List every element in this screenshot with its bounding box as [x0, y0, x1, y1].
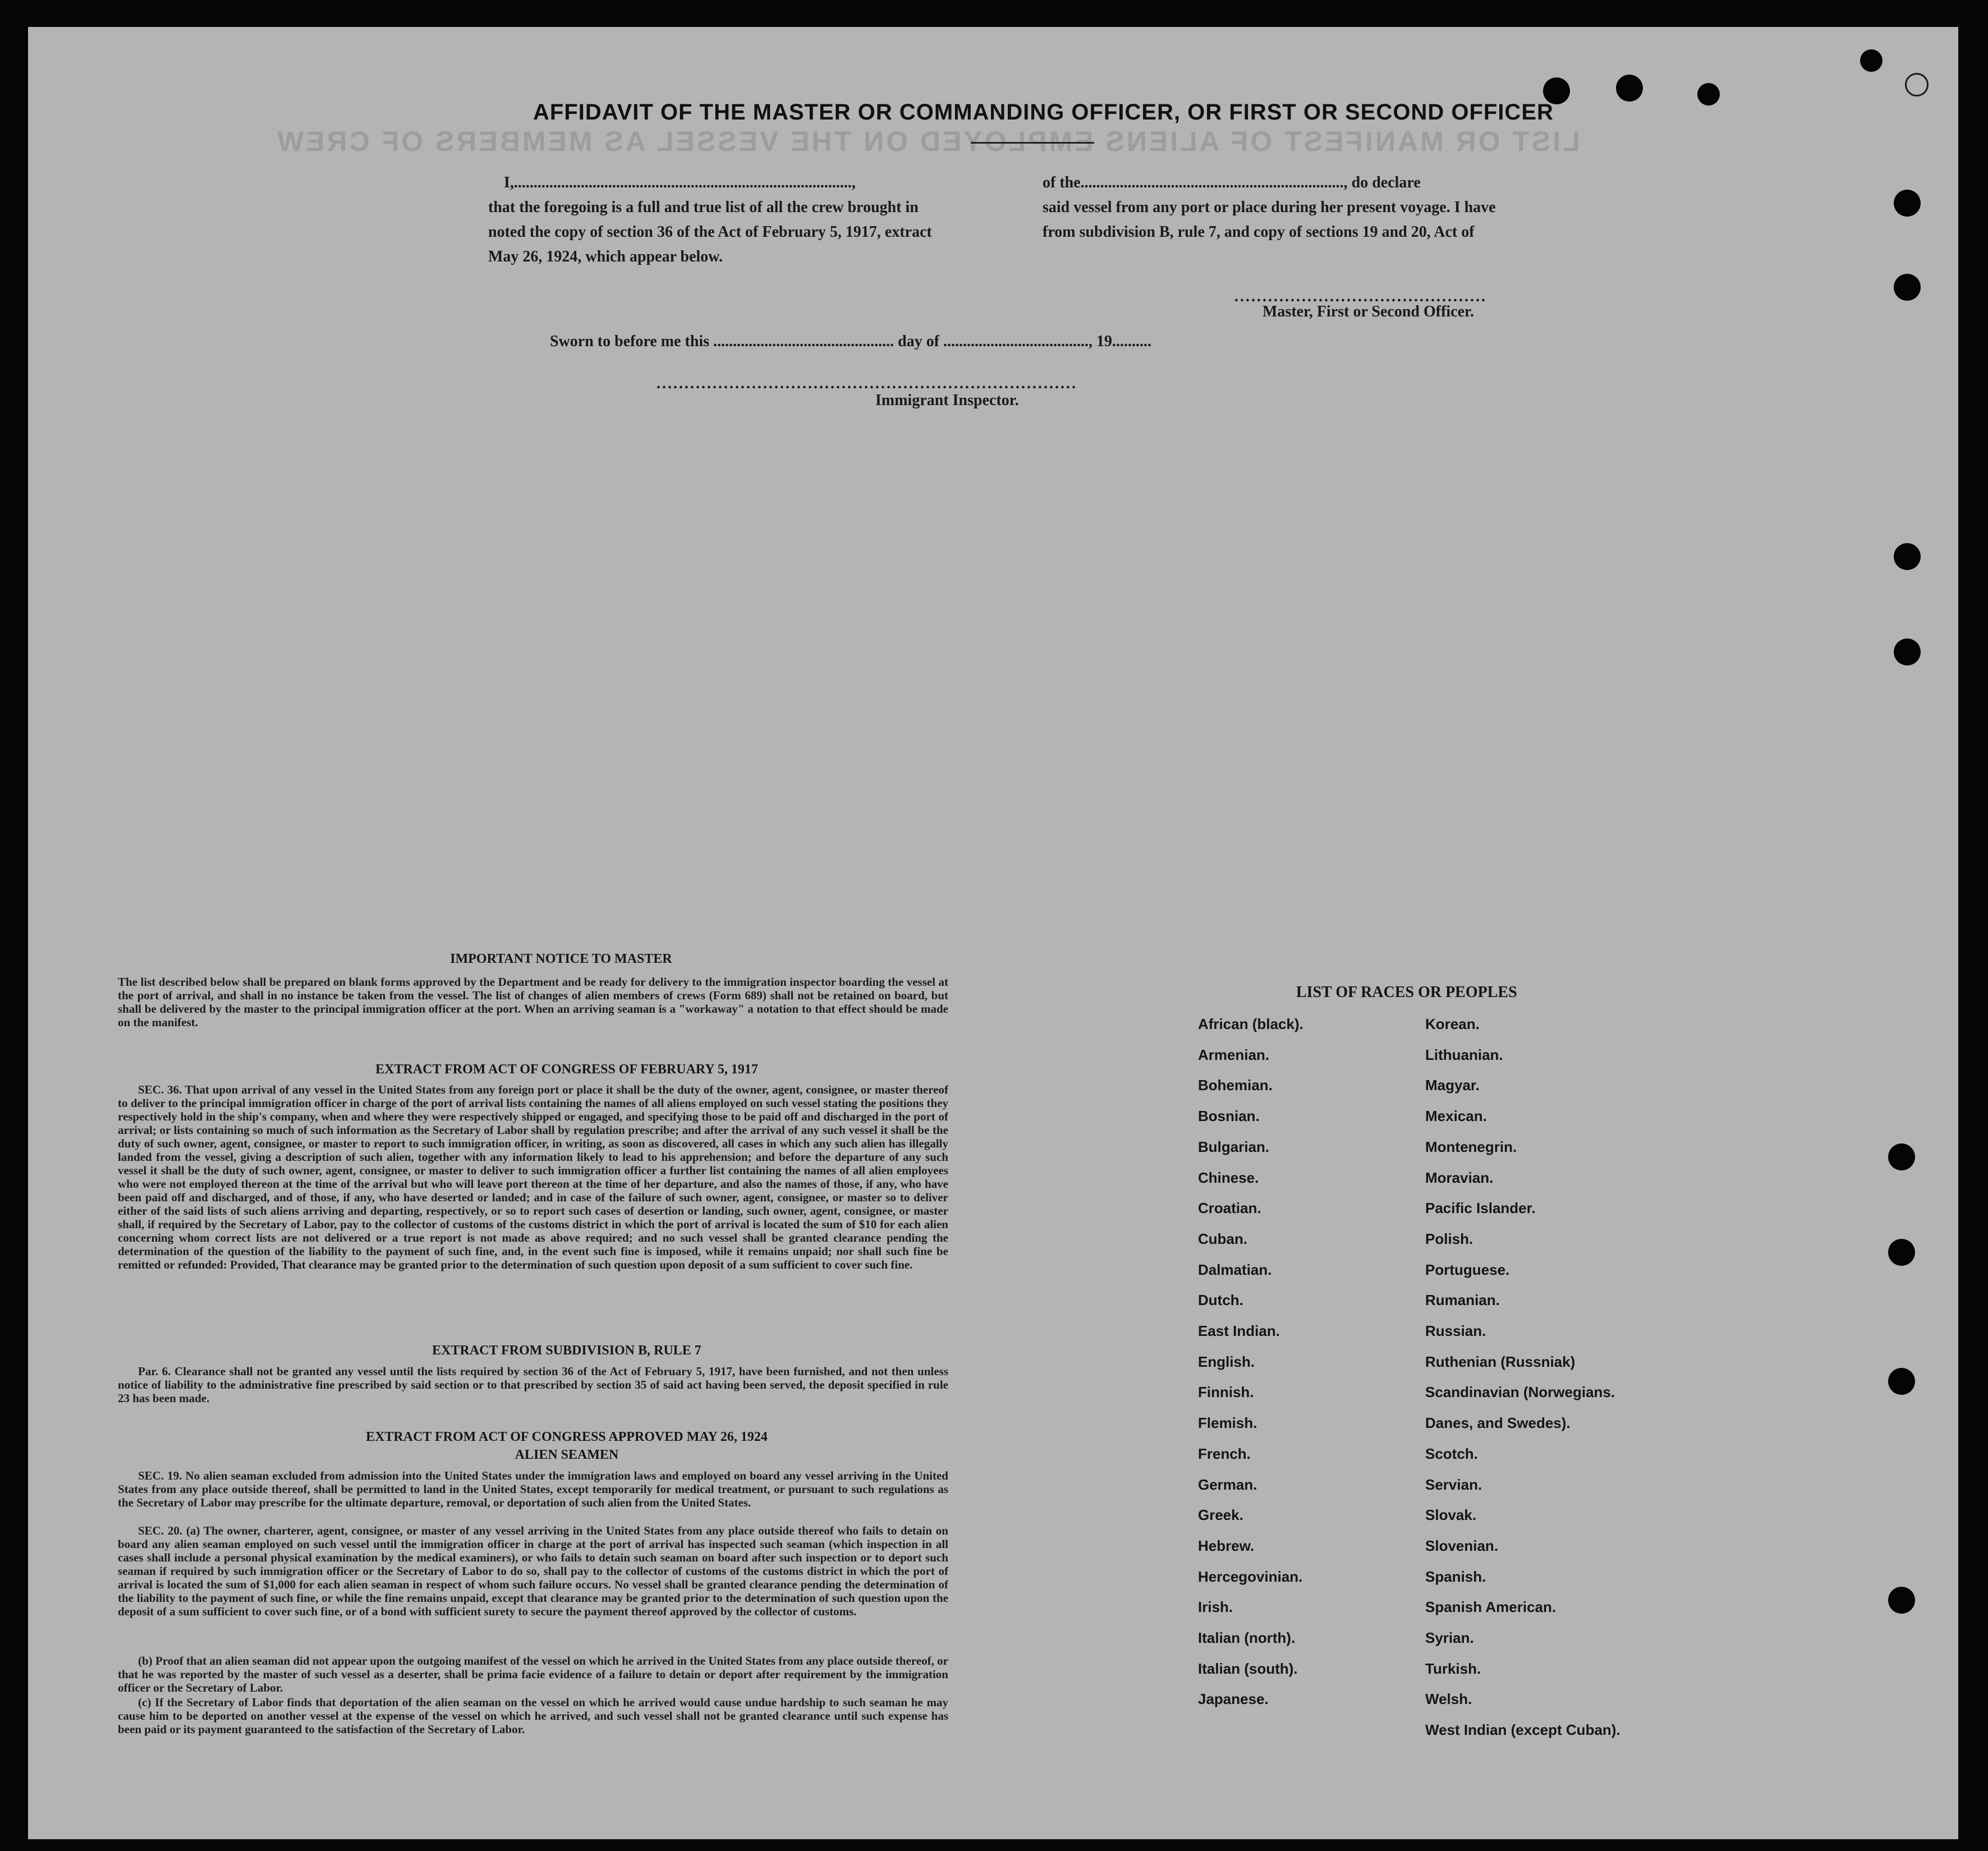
race-item: Lithuanian.	[1425, 1046, 1503, 1063]
sec20c-body: (c) If the Secretary of Labor finds that deportation of the alien seaman on the vessel on which he arrived would cause undue hardship to such seaman he may cause him to be deported on another vessel at the expense of the vessel on which he arrived, and such vessel shall not be granted clearance until such expense has been paid or its payment guaranteed to the satisfaction of the Secretary of Labor.	[118, 1696, 948, 1736]
notice-body: The list described below shall be prepared on blank forms approved by the Department and be ready for delivery to the immigration inspector boarding the vessel at the port of arrival, and shall in no instance be taken from the vessel. The list of changes of alien members of crews (Form 689) shall not be retained on board, but shall be delivered by the master to the principal immigration officer at the port. When an arriving seaman is a "workaway" a notation to that effect should be made on the manifest.	[118, 975, 948, 1029]
affidavit-line-4: May 26, 1924, which appear below.	[488, 248, 723, 265]
punch-hole	[1543, 77, 1570, 104]
race-item: Finnish.	[1198, 1384, 1254, 1401]
race-item: Magyar.	[1425, 1077, 1480, 1094]
master-signature-line: .............................................	[1234, 288, 1487, 305]
sec19-body: SEC. 19. No alien seaman excluded from admission into the United States under the immigration laws and employed on board any vessel arriving in the United States from any place outside thereof, shall be permitted to land in the United States, except temporarily for medical treatment, or pursuant to such regulations as the Secretary of Labor may prescribe for the ultimate departure, removal, or deportation of such alien from the United States.	[118, 1469, 948, 1509]
bleed-through-background: LIST OR MANIFEST OF ALIENS EMPLOYED ON THE VESSEL AS MEMBERS OF CREW	[275, 126, 1580, 157]
race-item: Spanish.	[1425, 1568, 1486, 1585]
race-item: Slovenian.	[1425, 1537, 1499, 1554]
document-sheet	[28, 27, 1958, 1839]
notice-heading: IMPORTANT NOTICE TO MASTER	[450, 952, 672, 966]
race-item: Moravian.	[1425, 1169, 1494, 1186]
punch-hole	[1894, 543, 1921, 570]
race-item: Japanese.	[1198, 1691, 1269, 1708]
race-item: Bohemian.	[1198, 1077, 1273, 1094]
extract-rule7-heading: EXTRACT FROM SUBDIVISION B, RULE 7	[432, 1343, 701, 1358]
race-item: Bosnian.	[1198, 1108, 1260, 1125]
race-item: English.	[1198, 1353, 1255, 1370]
punch-hole	[1888, 1587, 1915, 1614]
race-item: German.	[1198, 1476, 1257, 1493]
race-item: Korean.	[1425, 1016, 1480, 1032]
race-item: Spanish American.	[1425, 1599, 1557, 1616]
race-item: Scandinavian (Norwegians.	[1425, 1384, 1615, 1401]
race-item: Turkish.	[1425, 1660, 1481, 1677]
extract-1917-body: SEC. 36. That upon arrival of any vessel in the United States from any foreign port or place it shall be the duty of the owner, agent, consignee, or master thereof to deliver to the principal immigration officer in charge of the port of arrival lists containing the names of all aliens employed on such vessel stating the positions they respectively hold in the ship's company, when and where they were respectively shipped or engaged, and specifying those to be paid off and discharged in the port of arrival; or lists containing so much of such information as the Secretary of Labor shall by regulation prescribe; and after the arrival of any such vessel it shall be the duty of such owner, agent, consignee, or master to report to such immigration officer, in writing, as soon as discovered, all cases in which any such alien has illegally landed from the vessel, giving a description of such alien, together with any information likely to lead to his apprehension; and before the departure of any such vessel it shall be the duty of such owner, agent, consignee, or master to deliver to such immigration officer a further list containing the names of all alien employees who were not employed thereon at the time of the arrival but who will leave port thereon at the time of her departure, and also the names of those, if any, who have been paid off and discharged, and of those, if any, who have deserted or landed; and in case of the failure of such owner, agent, consignee, or master so to deliver either of the said lists of such aliens arriving and departing, respectively, or so to report such cases of desertion or landing, such owner, agent, consignee, or master shall, if required by the Secretary of Labor, pay to the collector of customs of the customs district in which the port of arrival is located the sum of $10 for each alien concerning whom correct lists are not delivered or a true report is not made as above required; and no such vessel shall be granted clearance pending the determination of the question of the liability to the payment of such fine, and, in the event such fine is imposed, while it remains unpaid; nor shall such fine be remitted or refunded: Provided, That clearance may be granted prior to the determination of such question upon deposit of a sum sufficient to cover such fine.	[118, 1083, 948, 1271]
punch-hole	[1888, 1239, 1915, 1266]
race-item: Armenian.	[1198, 1046, 1270, 1063]
race-item: Servian.	[1425, 1476, 1482, 1493]
punch-hole	[1616, 75, 1643, 102]
races-title: LIST OF RACES OR PEOPLES	[1296, 984, 1517, 1001]
race-item: Flemish.	[1198, 1414, 1257, 1432]
race-item: Rumanian.	[1425, 1292, 1500, 1309]
race-item: Croatian.	[1198, 1200, 1261, 1217]
race-item: Hebrew.	[1198, 1537, 1255, 1554]
punch-hole	[1888, 1143, 1915, 1170]
extract-1924-heading: EXTRACT FROM ACT OF CONGRESS APPROVED MAY 26, 1924	[366, 1430, 768, 1444]
inspector-signature-line: ...........................................................................	[656, 375, 1077, 392]
inspector-label: Immigrant Inspector.	[875, 392, 1019, 409]
race-item: Hercegovinian.	[1198, 1568, 1303, 1585]
race-item: Italian (south).	[1198, 1660, 1298, 1677]
punch-hole	[1894, 190, 1921, 217]
affidavit-line-3b: from subdivision B, rule 7, and copy of sections 19 and 20, Act of	[1043, 223, 1475, 241]
extract-1917-heading: EXTRACT FROM ACT OF CONGRESS OF FEBRUARY 5, 1917	[375, 1062, 758, 1077]
master-label: Master, First or Second Officer.	[1262, 303, 1474, 320]
sworn-line: Sworn to before me this .............................................. day of ....................................., 19..........	[550, 333, 1152, 350]
affidavit-line-3a: noted the copy of section 36 of the Act of February 5, 1917, extract	[488, 223, 932, 241]
race-item: Irish.	[1198, 1599, 1233, 1616]
race-item: Portuguese.	[1425, 1261, 1510, 1278]
race-item: French.	[1198, 1445, 1251, 1462]
race-item: Polish.	[1425, 1230, 1473, 1247]
affidavit-line-1b: of the..................................................................., do declare	[1043, 174, 1421, 191]
punch-hole	[1888, 1368, 1915, 1395]
sec20a-body: SEC. 20. (a) The owner, charterer, agent, consignee, or master of any vessel arriving in the United States from any place outside thereof who fails to detain on board any alien seaman employed on such vessel until the immigration officer in charge at the port of arrival has inspected such seaman (which inspection in all cases shall include a personal physical examination by the medical examiners), or who fails to detain such seaman on board after such inspection or to deport such seaman if required by such immigration officer or the Secretary of Labor to do so, shall pay to the collector of customs of the customs district in which the port of arrival is located the sum of $1,000 for each alien seaman in respect of whom such failure occurs. No vessel shall be granted clearance pending the determination of the liability to the payment of such fine, or while the fine remains unpaid, except that clearance may be granted prior to the determination of such question upon the deposit of a sum sufficient to cover such fine, or of a bond with sufficient surety to secure the payment thereof approved by the collector of customs.	[118, 1524, 948, 1618]
race-item: Scotch.	[1425, 1445, 1478, 1462]
race-item: Dutch.	[1198, 1292, 1243, 1309]
race-item: African (black).	[1198, 1016, 1303, 1032]
extract-rule7-body: Par. 6. Clearance shall not be granted any vessel until the lists required by section 36 of the Act of February 5, 1917, have been furnished, and not then unless notice of liability to the administrative fine prescribed by said section or to that prescribed by section 35 of said act having been served, the deposit specified in rule 23 has been made.	[118, 1365, 948, 1405]
affidavit-line-2a: that the foregoing is a full and true list of all the crew brought in	[488, 199, 919, 216]
race-item: Pacific Islander.	[1425, 1200, 1536, 1217]
race-item: Italian (north).	[1198, 1629, 1296, 1646]
punch-hole	[1697, 83, 1720, 105]
race-item: Greek.	[1198, 1506, 1243, 1524]
race-item: East Indian.	[1198, 1322, 1280, 1339]
race-item: Danes, and Swedes).	[1425, 1414, 1571, 1432]
extract-1924-subheading: ALIEN SEAMEN	[515, 1448, 619, 1462]
race-item: Slovak.	[1425, 1506, 1477, 1524]
punch-hole-ring	[1905, 73, 1929, 97]
race-item: Ruthenian (Russniak)	[1425, 1353, 1576, 1370]
race-item: Dalmatian.	[1198, 1261, 1272, 1278]
title-underline	[971, 142, 1094, 144]
affidavit-line-1a: I,......................................................................................,	[504, 174, 856, 191]
race-item: Welsh.	[1425, 1691, 1472, 1708]
race-item: West Indian (except Cuban).	[1425, 1721, 1620, 1739]
race-item: Russian.	[1425, 1322, 1486, 1339]
race-item: Cuban.	[1198, 1230, 1248, 1247]
race-item: Chinese.	[1198, 1169, 1259, 1186]
sec20b-body: (b) Proof that an alien seaman did not appear upon the outgoing manifest of the vessel on which he arrived in the United States from any place outside thereof, or that he was reported by the master of such vessel as a deserter, shall be prima facie evidence of a failure to detain or deport after requirement by the immigration officer or the Secretary of Labor.	[118, 1654, 948, 1694]
affidavit-line-2b: said vessel from any port or place during her present voyage. I have	[1043, 199, 1496, 216]
affidavit-title: AFFIDAVIT OF THE MASTER OR COMMANDING OFFICER, OR FIRST OR SECOND OFFICER	[533, 100, 1554, 125]
race-item: Mexican.	[1425, 1108, 1487, 1125]
race-item: Bulgarian.	[1198, 1138, 1270, 1155]
race-item: Montenegrin.	[1425, 1138, 1517, 1155]
punch-hole	[1894, 274, 1921, 301]
race-item: Syrian.	[1425, 1629, 1474, 1646]
punch-hole	[1894, 639, 1921, 665]
punch-hole	[1860, 49, 1883, 72]
